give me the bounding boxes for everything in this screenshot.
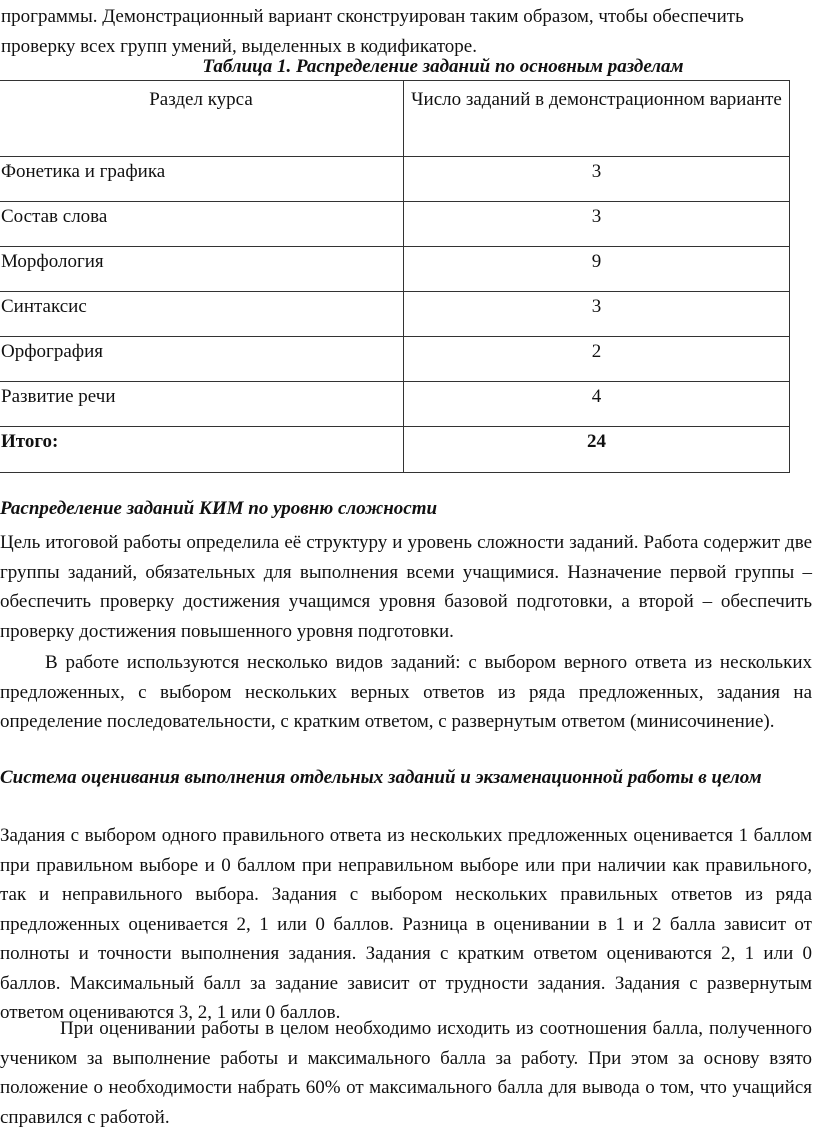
row-section: Состав слова [0,202,404,247]
complexity-paragraph-2: В работе используются несколько видов заданий: с выбором верного ответа из нескольких предложенных, с выбором нескольких верных ответов из ряда предложенных, задания на определение последовательности, с кратким ответом, с развернутым ответом (минисочинение). [0,652,812,732]
row-section: Синтаксис [0,292,404,337]
table-row [0,337,790,382]
total-count: 24 [404,427,790,473]
intro-paragraph: программы. Демонстрационный вариант сконструирован таким образом, чтобы обеспечить проверку всех групп умений, выделенных в кодификаторе. [1,6,744,57]
row-section: Орфография [0,337,404,382]
row-section: Фонетика и графика [0,157,404,202]
row-count: 3 [404,157,790,202]
table-row [0,292,790,337]
complexity-heading: Распределение заданий КИМ по уровню сложности [0,498,438,519]
table-caption: Таблица 1. Распределение заданий по основным разделам [202,56,684,77]
complexity-paragraph-1: Цель итоговой работы определила её структуру и уровень сложности заданий. Работа содержит две группы заданий, обязательных для выполнения всеми учащимися. Назначение первой группы – обеспечить проверку достижения учащимся уровня базовой подготовки, а второй – обеспечить проверку достижения повышенного уровня подготовки. [0,532,812,642]
table-row [0,247,790,292]
row-count: 3 [404,292,790,337]
table-row [0,202,790,247]
row-count: 4 [404,382,790,427]
table-row [0,382,790,427]
table-row [0,157,790,202]
row-count: 3 [404,202,790,247]
total-label: Итого: [0,427,404,473]
distribution-table [0,80,790,473]
grading-paragraph-1: Задания с выбором одного правильного ответа из нескольких предложенных оценивается 1 баллом при правильном выборе и 0 баллом при неправильном выборе или при наличии как правильного, так и неправильного выбора. Задания с выбором нескольких правильных ответов из ряда предложенных оценивается 2, 1 или 0 баллов. Разница в оценивании в 1 и 2 балла зависит от полноты и точности выполнения задания. Задания с кратким ответом оцениваются 2, 1 или 0 баллов. Максимальный балл за задание зависит от трудности задания. Задания с развернутым ответом оцениваются 3, 2, 1 или 0 баллов. [0,825,812,1023]
row-count: 2 [404,337,790,382]
row-section: Морфология [0,247,404,292]
header-count: Число заданий в демонстрационном варианте [404,81,790,157]
grading-paragraph-2: При оценивании работы в целом необходимо исходить из соотношения балла, полученного учеником за выполнение работы и максимального балла за работу. При этом за основу взято положение о необходимости набрать 60% от максимального балла для вывода о том, что учащийся справился с работой. [0,1018,812,1128]
table-header-row [0,81,790,157]
row-count: 9 [404,247,790,292]
header-section: Раздел курса [0,81,404,157]
table-total-row [0,427,790,473]
row-section: Развитие речи [0,382,404,427]
grading-heading: Система оценивания выполнения отдельных заданий и экзаменационной работы в целом [0,767,762,788]
